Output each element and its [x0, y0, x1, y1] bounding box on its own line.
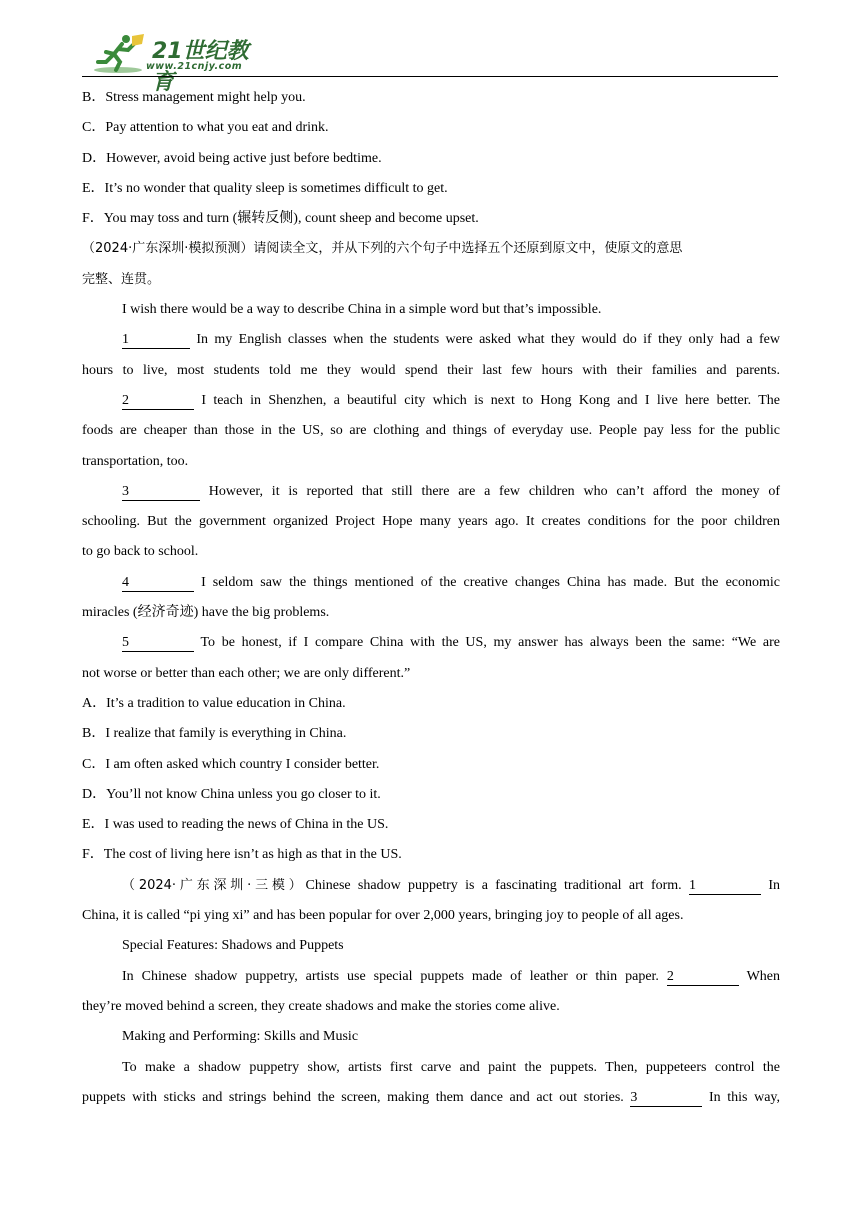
passage2-intro-cont: 完整、连贯。	[82, 271, 161, 287]
logo-text: 21世纪教育	[152, 39, 249, 95]
option-line: A．It’s a tradition to value education in China.	[82, 695, 346, 711]
paragraph-line	[82, 325, 780, 355]
paragraph-line	[82, 871, 780, 901]
text-span: In this way,	[709, 1089, 781, 1105]
text-span: Chinese shadow puppetry is a fascinating traditional art form.	[305, 877, 682, 893]
text-span: I teach in Shenzhen, a beautiful city which is next to Hong Kong and I live here better. The	[201, 392, 781, 408]
paragraph-line: hours to live, most students told me they would spend their last few hours with their families and parents.	[82, 362, 780, 378]
paragraph-line: I wish there would be a way to describe China in a simple word but that’s impossible.	[122, 302, 602, 318]
section-heading: Special Features: Shadows and Puppets	[122, 938, 344, 954]
text-span: puppets with sticks and strings behind the screen, making them dance and act out stories.	[82, 1089, 624, 1105]
option-line: E．It’s no wonder that quality sleep is sometimes difficult to get.	[82, 180, 448, 196]
paragraph-line: they’re moved behind a screen, they create shadows and make the stories come alive.	[82, 998, 560, 1014]
paragraph-line: not worse or better than each other; we are only different.”	[82, 665, 411, 681]
option-line: F．The cost of living here isn’t as high as that in the US.	[82, 847, 402, 863]
page-header	[82, 28, 778, 95]
option-line: F．You may toss and turn (辗转反侧), count sheep and become upset.	[82, 211, 479, 227]
text-span: I seldom saw the things mentioned of the creative changes China has made. But the economic	[201, 574, 780, 590]
answer-blank-4[interactable]: 4	[122, 575, 194, 592]
paragraph-line	[82, 628, 780, 658]
paragraph-line	[82, 1083, 780, 1113]
header-divider	[82, 76, 778, 77]
passage2-intro: （2024·广东深圳·模拟预测）请阅读全文，并从下列的六个句子中选择五个还原到原文中，使原文的意思	[82, 241, 683, 257]
text-span: When	[746, 968, 780, 984]
answer-blank-5[interactable]: 5	[122, 635, 194, 652]
paragraph-line: China, it is called “pi ying xi” and has been popular for over 2,000 years, bringing joy to people of all ages.	[82, 908, 684, 924]
passage3-source: （2024·广东深圳·三模）	[122, 877, 306, 893]
paragraph-line	[82, 962, 780, 992]
paragraph-line: transportation, too.	[82, 453, 189, 469]
paragraph-line: foods are cheaper than those in the US, so are clothing and things of everyday use. People pay less for the public	[82, 423, 780, 439]
logo-url: www.21cnjy.com	[146, 61, 243, 72]
answer-blank-p3-1[interactable]: 1	[689, 878, 761, 895]
option-line: D．You’ll not know China unless you go closer to it.	[82, 786, 381, 802]
answer-blank-p3-2[interactable]: 2	[667, 969, 739, 986]
paragraph-line: to go back to school.	[82, 544, 199, 560]
paragraph-line: miracles (经济奇迹) have the big problems.	[82, 605, 330, 621]
option-line: E．I was used to reading the news of China in the US.	[82, 817, 389, 833]
section-heading: Making and Performing: Skills and Music	[122, 1029, 359, 1045]
option-line: B．I realize that family is everything in China.	[82, 726, 347, 742]
paragraph-line: schooling. But the government organized Project Hope many years ago. It creates conditions for the poor children	[82, 514, 780, 530]
text-span: In Chinese shadow puppetry, artists use special puppets made of leather or thin paper.	[122, 968, 659, 984]
paragraph-line: To make a shadow puppetry show, artists first carve and paint the puppets. Then, puppeteers control the	[122, 1059, 780, 1075]
paragraph-line	[82, 477, 780, 507]
option-line: C．Pay attention to what you eat and drink.	[82, 120, 329, 136]
paragraph-line	[82, 568, 780, 598]
text-span: To be honest, if I compare China with the US, my answer has always been the same: “We are	[200, 635, 781, 651]
document-body	[82, 83, 780, 1113]
option-line: B．Stress management might help you.	[82, 90, 306, 105]
answer-blank-2[interactable]: 2	[122, 393, 194, 410]
answer-blank-1[interactable]: 1	[122, 332, 190, 349]
text-span: However, it is reported that still there are a few children who can’t afford the money of	[208, 483, 780, 499]
running-figure-icon	[92, 32, 152, 74]
text-span: In my English classes when the students were asked what they would do if they only had a few	[196, 332, 780, 348]
option-line: D．However, avoid being active just before bedtime.	[82, 150, 382, 166]
brand-logo	[92, 32, 262, 95]
text-span: In	[768, 877, 781, 893]
answer-blank-p3-3[interactable]: 3	[630, 1090, 702, 1107]
option-line: C．I am often asked which country I consider better.	[82, 756, 380, 772]
paragraph-line	[82, 386, 780, 416]
answer-blank-3[interactable]: 3	[122, 484, 200, 501]
